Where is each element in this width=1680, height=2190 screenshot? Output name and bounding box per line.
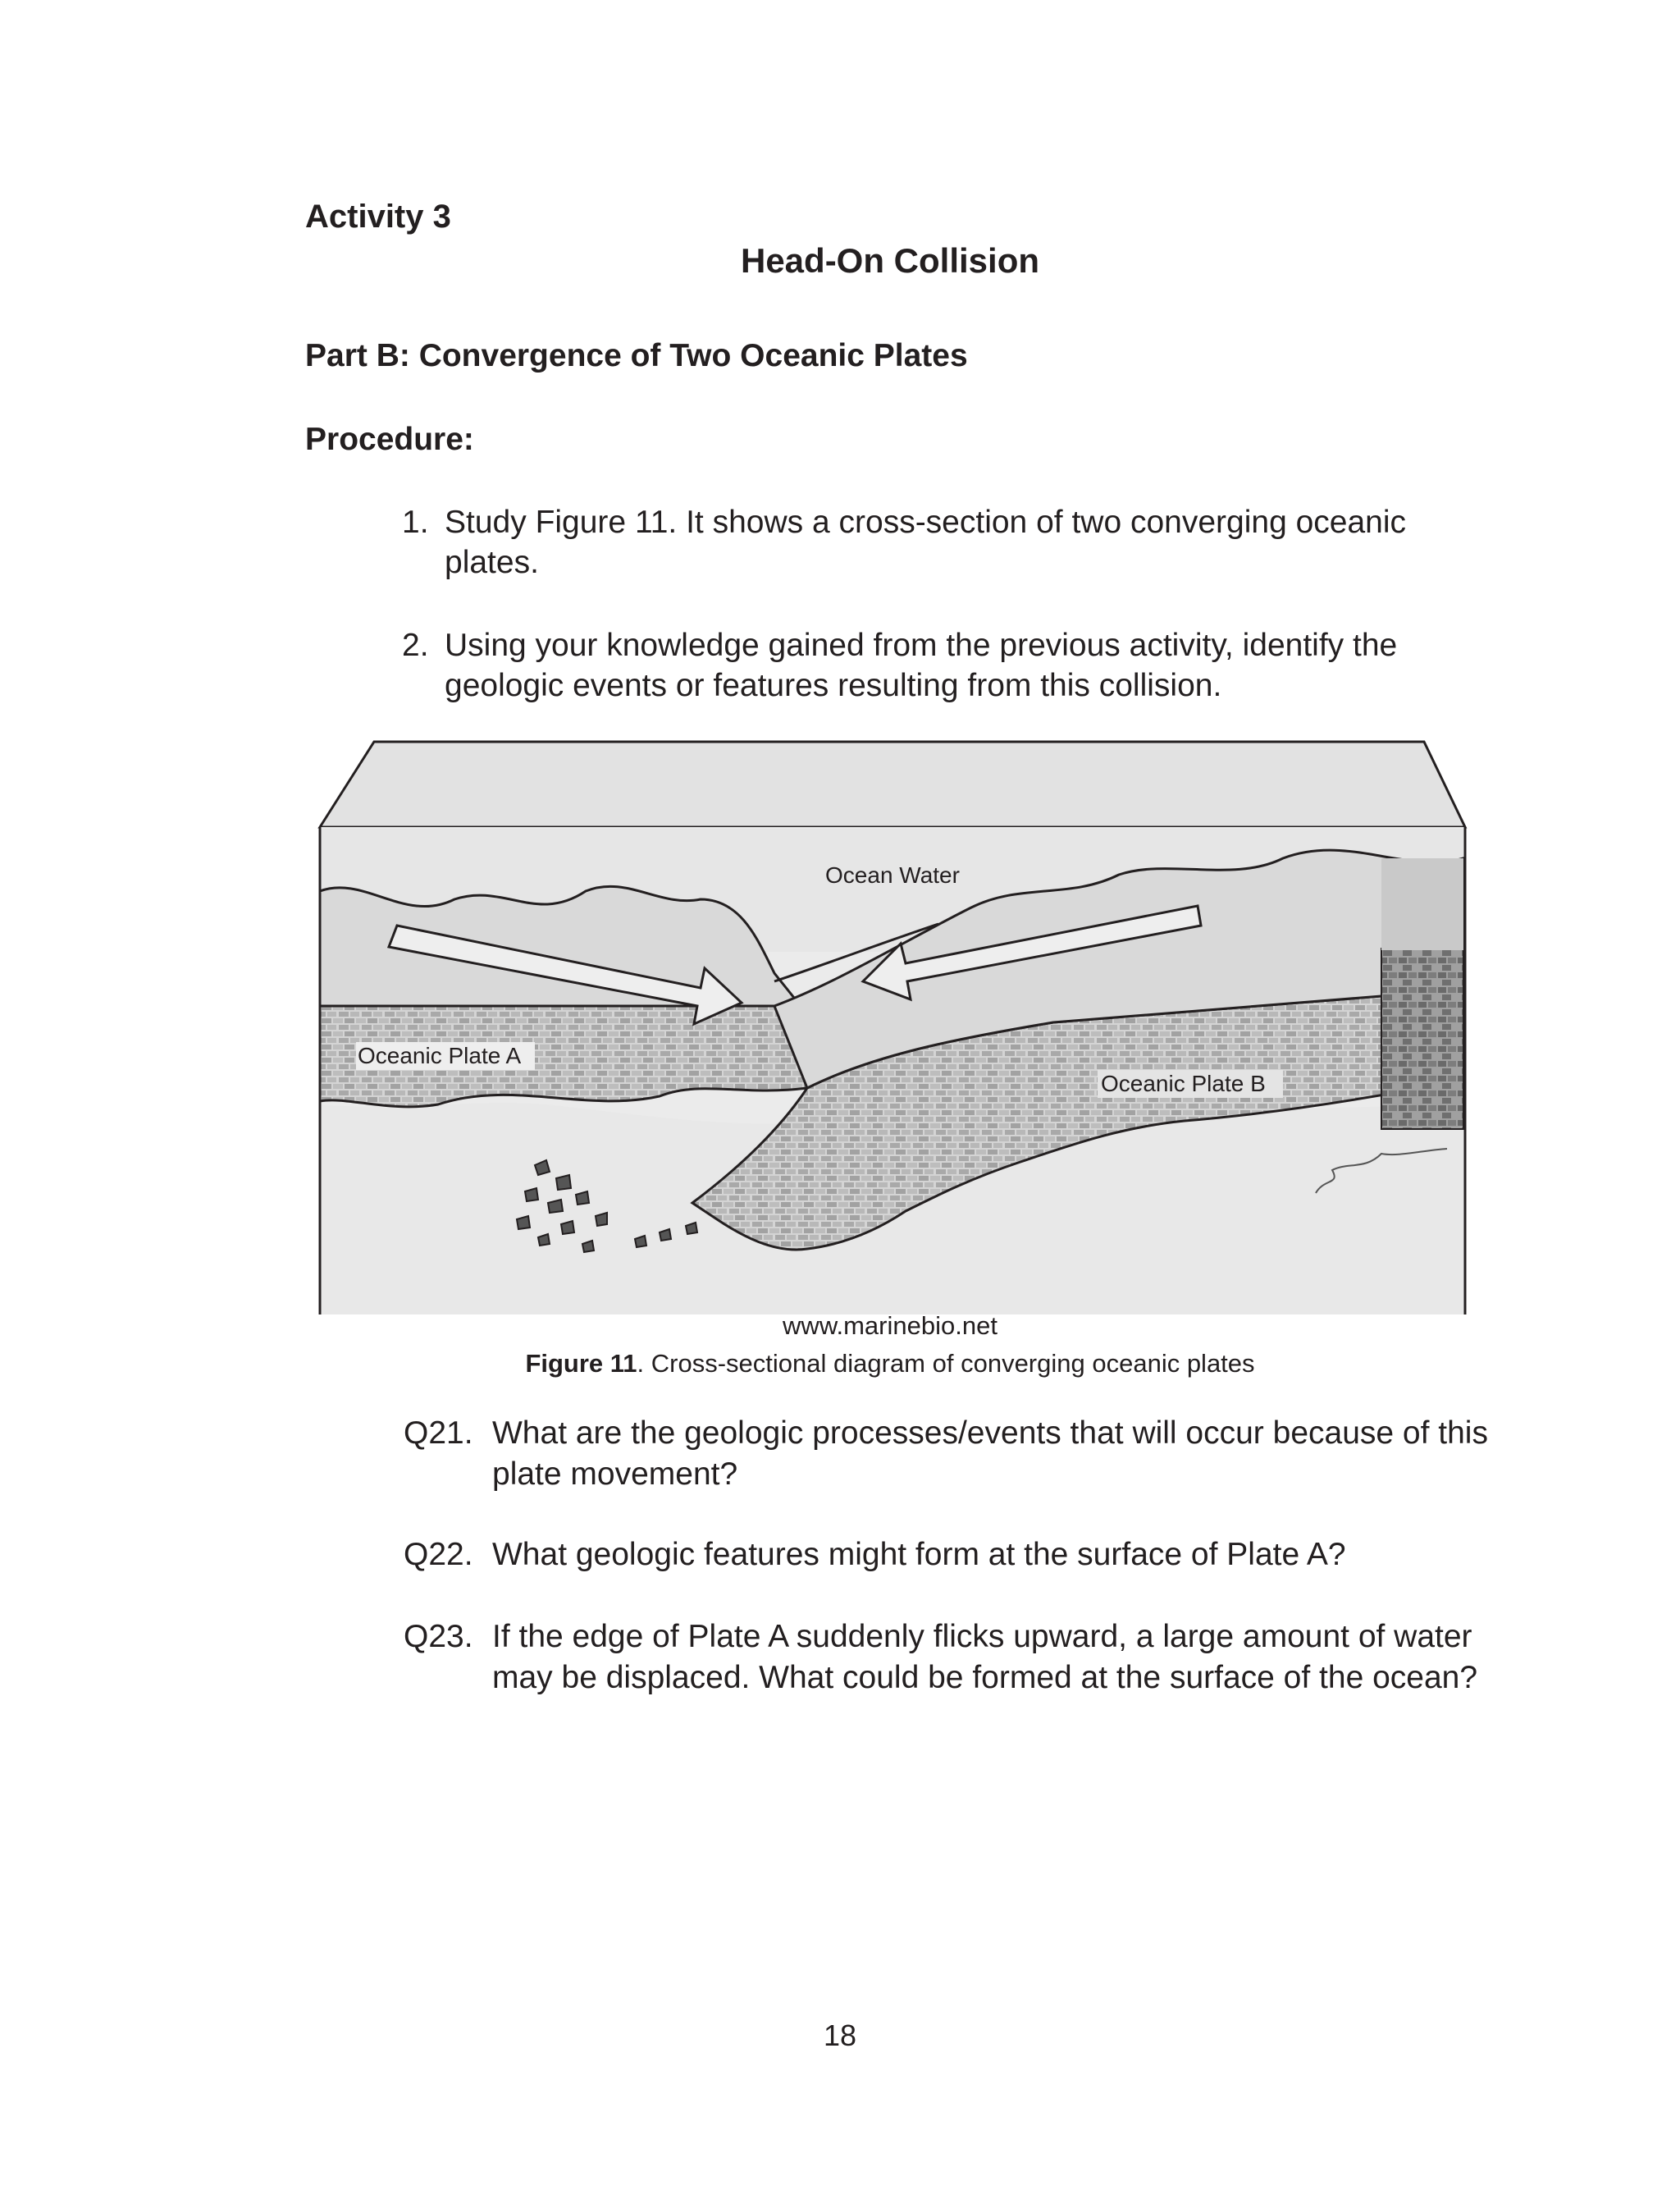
page-title: Head-On Collision [740,241,1039,280]
question-number: Q22. [404,1537,473,1572]
step-number: 1. [402,505,429,540]
procedure-heading: Procedure: [305,422,474,457]
question-text: What geologic features might form at the surface of Plate A? [492,1537,1346,1572]
question-text: If the edge of Plate A suddenly flicks upward, a large amount of water may be displaced. What could be formed at the surface of the ocean? [492,1619,1478,1695]
block-top-face [320,742,1465,827]
activity-label: Activity 3 [305,199,451,235]
ocean-water-label: Ocean Water [825,862,960,888]
figure-caption [0,1349,1680,1378]
caption-text: . Cross-sectional diagram of converging oceanic plates [637,1349,1255,1378]
plate-a-label: Oceanic Plate A [358,1043,522,1068]
figure-source: www.marinebio.net [783,1311,998,1340]
question-number: Q23. [404,1619,473,1654]
figure-11-diagram [315,735,1472,1316]
caption-label: Figure 11 [525,1349,637,1378]
question-23 [404,1616,1495,1699]
question-22 [404,1534,1495,1575]
procedure-step-1 [402,502,1485,583]
question-number: Q21. [404,1415,473,1451]
plate-b-label: Oceanic Plate B [1101,1071,1266,1096]
step-text: Using your knowledge gained from the previous activity, identify the geologic events or features resulting from this collision. [445,628,1398,703]
step-number: 2. [402,628,429,663]
page-number: 18 [823,2019,857,2052]
procedure-step-2 [402,625,1485,706]
question-21 [404,1413,1495,1495]
step-text: Study Figure 11. It shows a cross-section of two converging oceanic plates. [445,505,1407,580]
question-text: What are the geologic processes/events that will occur because of this plate movement? [492,1415,1488,1492]
part-heading: Part B: Convergence of Two Oceanic Plates [305,338,968,373]
